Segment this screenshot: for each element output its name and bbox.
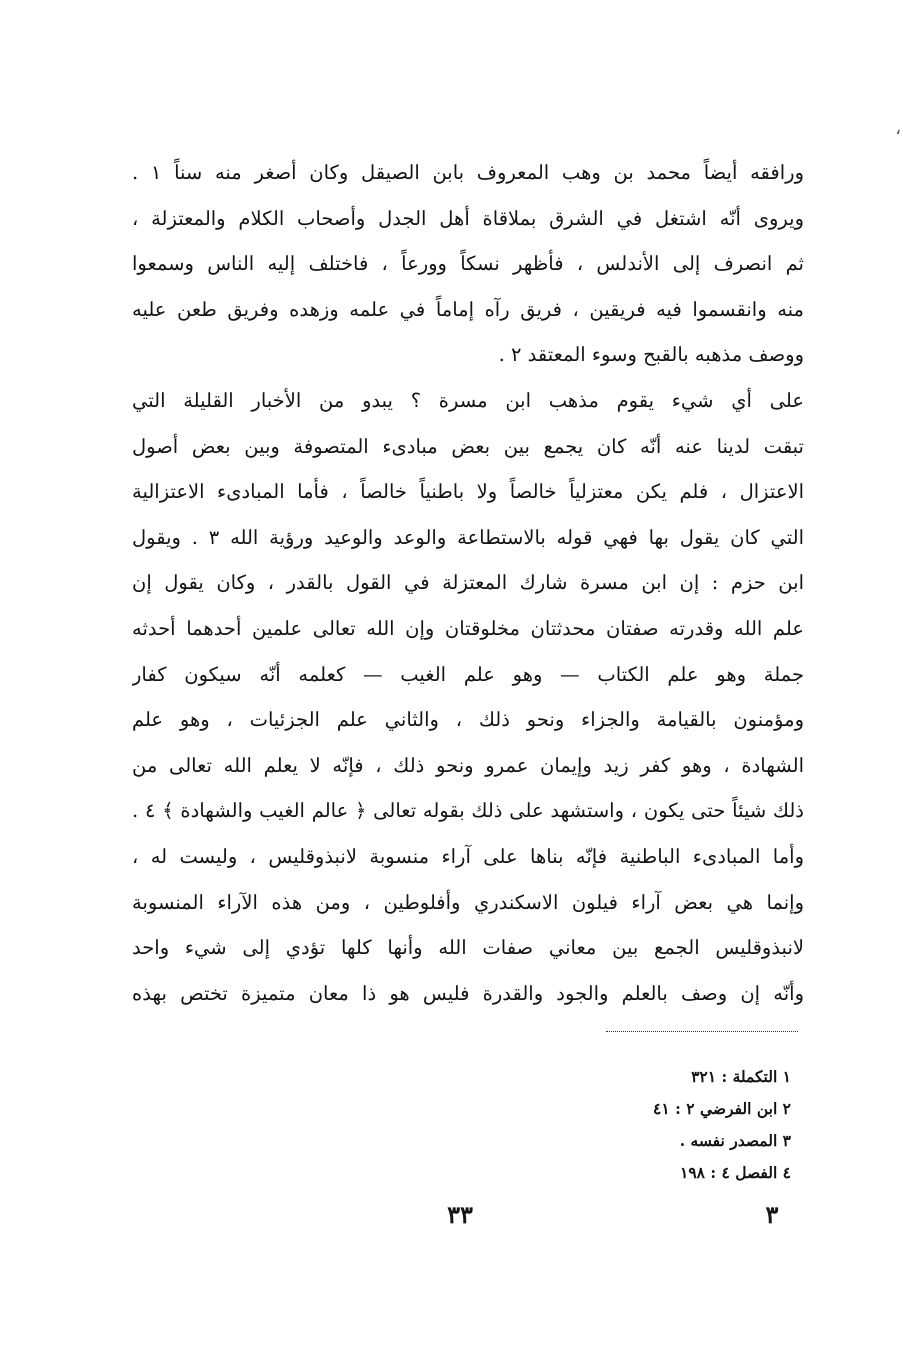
chapter-number: ٣	[765, 1200, 779, 1229]
text-line: منه وانقسموا فيه فريقين ، فريق رآه إماماً في علمه وزهده وفريق طعن عليه	[132, 297, 804, 321]
footnote-separator	[606, 1031, 798, 1032]
text-line: جملة وهو علم الكتاب — وهو علم الغيب — كعلمه أنّه سيكون كفار	[132, 662, 804, 686]
text-line: ابن حزم : إن ابن مسرة شارك المعتزلة في القول بالقدر ، وكان يقول إن	[132, 571, 804, 595]
footnote: ٣ المصدر نفسه .	[679, 1131, 791, 1150]
main-text	[132, 150, 804, 1016]
text-line: ورافقه أيضاً محمد بن وهب المعروف بابن الصيقل وكان أصغر منه سناً ١ .	[132, 161, 804, 184]
text-line: التي كان يقول بها فهي قوله بالاستطاعة والوعد والوعيد ورؤية الله ٣ . ويقول	[132, 525, 804, 549]
footnotes	[491, 1061, 791, 1189]
page-number: ٣٣	[447, 1200, 473, 1229]
text-line: وأما المبادىء الباطنية فإنّه بناها على آراء منسوبة لانبذوقليس ، وليست له ،	[132, 844, 804, 868]
text-line: لانبذوقليس الجمع بين معاني صفات الله وأنها كلها تؤدي إلى شيء واحد	[132, 936, 804, 960]
text-line: علم الله وقدرته صفتان محدثتان مخلوقتان وإن الله تعالى علمين أحدهما أحدثه	[132, 616, 804, 640]
footnote: ١ التكملة : ٣٢١	[691, 1067, 791, 1086]
footnote: ٢ ابن الفرضي ٢ : ٤١	[653, 1099, 791, 1118]
text-line: وأنّه إن وصف بالعلم والجود والقدرة فليس هو ذا معان متميزة تختص بهذه	[132, 981, 804, 1005]
text-line: وإنما هي بعض آراء فيلون الاسكندري وأفلوطين ، ومن هذه الآراء المنسوبة	[132, 890, 804, 914]
text-line: ووصف مذهبه بالقبح وسوء المعتقد ٢ .	[498, 343, 804, 367]
text-line: ويروى أنّه اشتغل في الشرق بملاقاة أهل الجدل وأصحاب الكلام والمعتزلة ،	[132, 206, 804, 230]
text-line: الاعتزال ، فلم يكن معتزلياً خالصاً ولا باطنياً خالصاً ، فأما المبادىء الاعتزالية	[132, 480, 804, 504]
text-line: الشهادة ، وهو كفر زيد وإيمان عمرو ونحو ذلك ، فإنّه لا يعلم الله تعالى من	[132, 753, 804, 777]
scan-edge-mark: ،	[895, 118, 901, 139]
text-line: ومؤمنون بالقيامة والجزاء ونحو ذلك ، والثاني علم الجزئيات ، وهو علم	[132, 708, 804, 732]
footnote: ٤ الفصل ٤ : ١٩٨	[680, 1163, 791, 1182]
text-line: ذلك شيئاً حتى يكون ، واستشهد على ذلك بقوله تعالى ﴿ عالم الغيب والشهادة ﴾ ٤ .	[132, 799, 804, 823]
text-line: تبقت لدينا عنه أنّه كان يجمع بين بعض مبادىء المتصوفة وبين بعض أصول	[132, 434, 804, 458]
text-line: ثم انصرف إلى الأندلس ، فأظهر نسكاً وورعاً ، فاختلف إليه الناس وسمعوا	[132, 252, 804, 276]
text-line: على أي شيء يقوم مذهب ابن مسرة ؟ يبدو من الأخبار القليلة التي	[132, 388, 804, 412]
